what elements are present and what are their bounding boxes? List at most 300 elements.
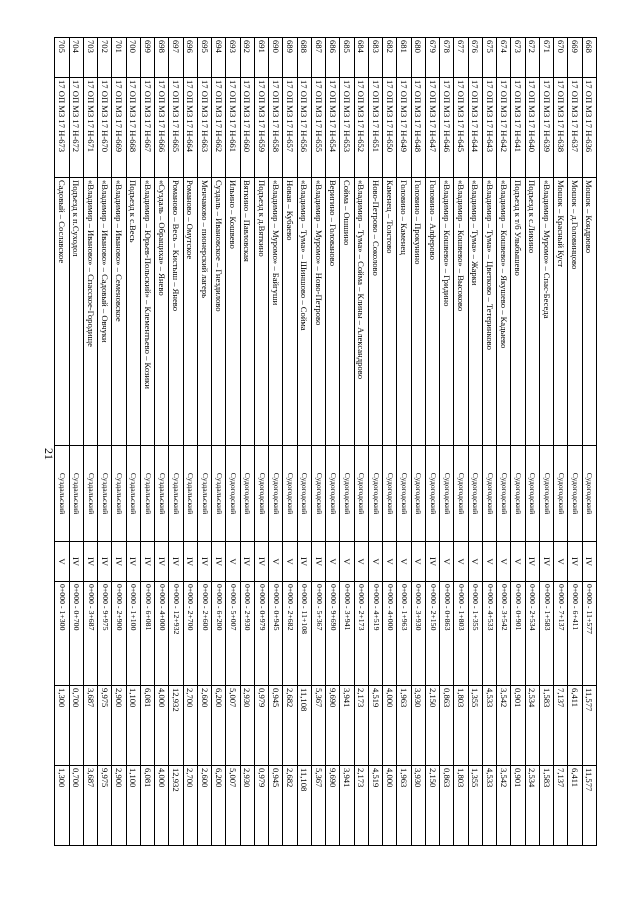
row-number: 684 bbox=[354, 38, 368, 78]
km-range: 0+000 - 9+690 bbox=[326, 582, 340, 686]
table-row bbox=[440, 38, 454, 846]
segment-length: 6,200 bbox=[212, 686, 226, 766]
table-row bbox=[554, 38, 568, 846]
km-range: 0+000 - 12+932 bbox=[169, 582, 183, 686]
total-length: 2,600 bbox=[198, 766, 212, 846]
road-name: Садовый – Сославское bbox=[55, 178, 69, 446]
road-name: «Владимир – Юрьев-Польский» – Клементьево – Козики bbox=[141, 178, 155, 446]
segment-length: 3,687 bbox=[84, 686, 98, 766]
road-category: V bbox=[326, 542, 340, 582]
total-length: 2,700 bbox=[183, 766, 197, 846]
row-number: 700 bbox=[126, 38, 140, 78]
table-row bbox=[126, 38, 140, 846]
table-row bbox=[255, 38, 269, 846]
district-name: Судогодский bbox=[468, 446, 482, 542]
segment-length: 3,941 bbox=[340, 686, 354, 766]
segment-length: 0,979 bbox=[255, 686, 269, 766]
row-number: 669 bbox=[568, 38, 582, 78]
total-length: 4,519 bbox=[369, 766, 383, 846]
road-name: Вяткино – Павловская bbox=[240, 178, 254, 446]
road-id-code: 17 ОП МЗ 17 Н-645 bbox=[454, 78, 468, 178]
km-range: 0+000 - 0+863 bbox=[440, 582, 454, 686]
table-row bbox=[582, 38, 596, 846]
road-name: «Владимир – Тума» – Сойма – Клины – Александрово bbox=[354, 178, 368, 446]
row-number: 678 bbox=[440, 38, 454, 78]
road-category: V bbox=[383, 542, 397, 582]
total-length: 2,150 bbox=[426, 766, 440, 846]
total-length: 0,979 bbox=[255, 766, 269, 846]
total-length: 2,930 bbox=[240, 766, 254, 846]
row-number: 685 bbox=[340, 38, 354, 78]
road-category: V bbox=[397, 542, 411, 582]
road-category: V bbox=[440, 542, 454, 582]
district-name: Суздальский bbox=[84, 446, 98, 542]
segment-length: 2,534 bbox=[525, 686, 539, 766]
km-range: 0+000 - 1+300 bbox=[55, 582, 69, 686]
km-range: 0+000 - 6+081 bbox=[141, 582, 155, 686]
table-body bbox=[55, 38, 597, 846]
road-id-code: 17 ОП МЗ 17 Н-664 bbox=[183, 78, 197, 178]
total-length: 4,000 bbox=[155, 766, 169, 846]
segment-length: 2,150 bbox=[426, 686, 440, 766]
district-name: Судогодский bbox=[454, 446, 468, 542]
table-row bbox=[454, 38, 468, 846]
district-name: Судогодский bbox=[582, 446, 596, 542]
table-row bbox=[312, 38, 326, 846]
road-registry-table bbox=[55, 37, 598, 846]
road-category: IV bbox=[98, 542, 112, 582]
table-row bbox=[155, 38, 169, 846]
row-number: 704 bbox=[69, 38, 83, 78]
segment-length: 2,682 bbox=[283, 686, 297, 766]
district-name: Суздальский bbox=[126, 446, 140, 542]
road-category: IV bbox=[141, 542, 155, 582]
km-range: 0+000 - 1+583 bbox=[540, 582, 554, 686]
segment-length: 1,963 bbox=[397, 686, 411, 766]
road-name: Головино – Каменец bbox=[397, 178, 411, 446]
table-row bbox=[141, 38, 155, 846]
segment-length: 2,700 bbox=[183, 686, 197, 766]
segment-length: 9,690 bbox=[326, 686, 340, 766]
road-id-code: 17 ОП МЗ 17 Н-644 bbox=[468, 78, 482, 178]
road-id-code: 17 ОП МЗ 17 Н-653 bbox=[340, 78, 354, 178]
total-length: 1,963 bbox=[397, 766, 411, 846]
road-id-code: 17 ОП МЗ 17 Н-657 bbox=[283, 78, 297, 178]
road-id-code: 17 ОП МЗ 17 Н-650 bbox=[383, 78, 397, 178]
road-category: IV bbox=[255, 542, 269, 582]
km-range: 0+000 - 0+979 bbox=[255, 582, 269, 686]
road-category: IV bbox=[582, 542, 596, 582]
km-range: 0+000 - 5+367 bbox=[312, 582, 326, 686]
km-range: 0+000 - 2+173 bbox=[354, 582, 368, 686]
table-row bbox=[283, 38, 297, 846]
road-name: «Владимир – Тума» – Шиншово – Сойма bbox=[297, 178, 311, 446]
road-id-code: 17 ОП МЗ 17 Н-651 bbox=[369, 78, 383, 178]
road-name: Романово – Омутское bbox=[183, 178, 197, 446]
road-id-code: 17 ОП МЗ 17 Н-642 bbox=[497, 78, 511, 178]
district-name: Судогодский bbox=[326, 446, 340, 542]
total-length: 2,900 bbox=[112, 766, 126, 846]
road-id-code: 17 ОП МЗ 17 Н-661 bbox=[226, 78, 240, 178]
road-name: Мошок – Кондрюво bbox=[582, 178, 596, 446]
district-name: Судогодский bbox=[297, 446, 311, 542]
segment-length: 3,542 bbox=[497, 686, 511, 766]
table-row bbox=[568, 38, 582, 846]
table-row bbox=[297, 38, 311, 846]
road-id-code: 17 ОП МЗ 17 Н-636 bbox=[582, 78, 596, 178]
segment-length: 4,000 bbox=[155, 686, 169, 766]
segment-length: 1,100 bbox=[126, 686, 140, 766]
road-name: Ильино – Кошвево bbox=[226, 178, 240, 446]
road-name: Менчаково – пионерский лагерь bbox=[198, 178, 212, 446]
road-id-code: 17 ОП МЗ 17 Н-672 bbox=[69, 78, 83, 178]
row-number: 676 bbox=[468, 38, 482, 78]
segment-length: 0,863 bbox=[440, 686, 454, 766]
road-name: Суздаль – Ивановское – Гнездилово bbox=[212, 178, 226, 446]
table-row bbox=[397, 38, 411, 846]
road-category: V bbox=[55, 542, 69, 582]
total-length: 4,000 bbox=[383, 766, 397, 846]
table-row bbox=[354, 38, 368, 846]
row-number: 694 bbox=[212, 38, 226, 78]
row-number: 690 bbox=[269, 38, 283, 78]
segment-length: 4,533 bbox=[483, 686, 497, 766]
total-length: 0,945 bbox=[269, 766, 283, 846]
district-name: Суздальский bbox=[169, 446, 183, 542]
district-name: Судогодский bbox=[440, 446, 454, 542]
road-category: V bbox=[283, 542, 297, 582]
segment-length: 2,173 bbox=[354, 686, 368, 766]
district-name: Судогодский bbox=[269, 446, 283, 542]
table-row bbox=[525, 38, 539, 846]
district-name: Судогодский bbox=[426, 446, 440, 542]
km-range: 0+000 - 2+900 bbox=[112, 582, 126, 686]
segment-length: 2,900 bbox=[112, 686, 126, 766]
road-name: Подъезд к с.Ликино bbox=[525, 178, 539, 446]
km-range: 0+000 - 2+930 bbox=[240, 582, 254, 686]
road-category: IV bbox=[169, 542, 183, 582]
district-name: Судогодский bbox=[354, 446, 368, 542]
district-name: Суздальский bbox=[55, 446, 69, 542]
table-row bbox=[411, 38, 425, 846]
segment-length: 11,577 bbox=[582, 686, 596, 766]
total-length: 2,682 bbox=[283, 766, 297, 846]
total-length: 4,533 bbox=[483, 766, 497, 846]
road-category: IV bbox=[155, 542, 169, 582]
table-row bbox=[269, 38, 283, 846]
road-category: IV bbox=[198, 542, 212, 582]
total-length: 3,941 bbox=[340, 766, 354, 846]
road-name: «Владимир – Муромо» – Ново-Петрово bbox=[312, 178, 326, 446]
road-id-code: 17 ОП МЗ 17 Н-662 bbox=[212, 78, 226, 178]
row-number: 675 bbox=[483, 38, 497, 78]
total-length: 9,690 bbox=[326, 766, 340, 846]
district-name: Судогодский bbox=[383, 446, 397, 542]
total-length: 1,355 bbox=[468, 766, 482, 846]
road-name: Веригино – Голованово bbox=[326, 178, 340, 446]
table-row bbox=[340, 38, 354, 846]
total-length: 2,534 bbox=[525, 766, 539, 846]
district-name: Судогодский bbox=[255, 446, 269, 542]
row-number: 683 bbox=[369, 38, 383, 78]
district-name: Суздальский bbox=[141, 446, 155, 542]
road-name: Головино – Алферово bbox=[426, 178, 440, 446]
row-number: 673 bbox=[511, 38, 525, 78]
total-length: 1,100 bbox=[126, 766, 140, 846]
road-category: V bbox=[497, 542, 511, 582]
row-number: 681 bbox=[397, 38, 411, 78]
table-row bbox=[540, 38, 554, 846]
row-number: 680 bbox=[411, 38, 425, 78]
road-id-code: 17 ОП МЗ 17 Н-667 bbox=[141, 78, 155, 178]
km-range: 0+000 - 2+534 bbox=[525, 582, 539, 686]
road-name: «Владимир – Кошвево» – Высоково bbox=[454, 178, 468, 446]
district-name: Судогодский bbox=[411, 446, 425, 542]
road-id-code: 17 ОП МЗ 17 Н-671 bbox=[84, 78, 98, 178]
total-length: 1,583 bbox=[540, 766, 554, 846]
total-length: 6,081 bbox=[141, 766, 155, 846]
district-name: Судогодский bbox=[497, 446, 511, 542]
road-id-code: 17 ОП МЗ 17 Н-660 bbox=[240, 78, 254, 178]
table-row bbox=[326, 38, 340, 846]
row-number: 674 bbox=[497, 38, 511, 78]
row-number: 696 bbox=[183, 38, 197, 78]
segment-length: 1,803 bbox=[454, 686, 468, 766]
segment-length: 0,945 bbox=[269, 686, 283, 766]
km-range: 0+000 - 3+542 bbox=[497, 582, 511, 686]
road-category: IV bbox=[183, 542, 197, 582]
table-row bbox=[426, 38, 440, 846]
road-category: IV bbox=[212, 542, 226, 582]
row-number: 691 bbox=[255, 38, 269, 78]
total-length: 7,137 bbox=[554, 766, 568, 846]
segment-length: 3,930 bbox=[411, 686, 425, 766]
total-length: 5,367 bbox=[312, 766, 326, 846]
row-number: 677 bbox=[454, 38, 468, 78]
total-length: 11,577 bbox=[582, 766, 596, 846]
road-id-code: 17 ОП МЗ 17 Н-637 bbox=[568, 78, 582, 178]
road-id-code: 17 ОП МЗ 17 Н-658 bbox=[269, 78, 283, 178]
row-number: 693 bbox=[226, 38, 240, 78]
road-name: Новая – Кубаево bbox=[283, 178, 297, 446]
table-row bbox=[98, 38, 112, 846]
road-id-code: 17 ОП МЗ 17 Н-673 bbox=[55, 78, 69, 178]
page-number: 21 bbox=[42, 448, 56, 460]
road-name: Подъезд к т/б Улыбышево bbox=[511, 178, 525, 446]
segment-length: 7,137 bbox=[554, 686, 568, 766]
row-number: 682 bbox=[383, 38, 397, 78]
table-row bbox=[112, 38, 126, 846]
rotated-table-area bbox=[57, 37, 597, 845]
district-name: Суздальский bbox=[212, 446, 226, 542]
total-length: 0,901 bbox=[511, 766, 525, 846]
district-name: Судогодский bbox=[226, 446, 240, 542]
district-name: Суздальский bbox=[69, 446, 83, 542]
km-range: 0+000 - 2+150 bbox=[426, 582, 440, 686]
road-category: V bbox=[454, 542, 468, 582]
km-range: 0+000 - 0+700 bbox=[69, 582, 83, 686]
road-category: IV bbox=[568, 542, 582, 582]
road-id-code: 17 ОП МЗ 17 Н-640 bbox=[525, 78, 539, 178]
total-length: 1,803 bbox=[454, 766, 468, 846]
road-category: V bbox=[354, 542, 368, 582]
road-name: «Владимир – Иваново» – Семеновское bbox=[112, 178, 126, 446]
row-number: 689 bbox=[283, 38, 297, 78]
table-row bbox=[497, 38, 511, 846]
km-range: 0+000 - 3+941 bbox=[340, 582, 354, 686]
road-name: Подъезд к п.Суходол bbox=[69, 178, 83, 446]
road-category: V bbox=[511, 542, 525, 582]
road-name: Сойма – Ошшино bbox=[340, 178, 354, 446]
road-name: «Владимир – Иваново» – Садовый – Овчуки bbox=[98, 178, 112, 446]
road-id-code: 17 ОП МЗ 17 Н-656 bbox=[297, 78, 311, 178]
road-id-code: 17 ОП МЗ 17 Н-666 bbox=[155, 78, 169, 178]
table-wrapper bbox=[57, 37, 597, 845]
total-length: 1,300 bbox=[55, 766, 69, 846]
row-number: 671 bbox=[540, 38, 554, 78]
road-id-code: 17 ОП МЗ 17 Н-668 bbox=[126, 78, 140, 178]
table-row bbox=[69, 38, 83, 846]
total-length: 3,542 bbox=[497, 766, 511, 846]
total-length: 3,687 bbox=[84, 766, 98, 846]
road-id-code: 17 ОП МЗ 17 Н-669 bbox=[112, 78, 126, 178]
road-name: «Владимир – Иваново» – Спасское-Городище bbox=[84, 178, 98, 446]
km-range: 0+000 - 6+411 bbox=[568, 582, 582, 686]
row-number: 701 bbox=[112, 38, 126, 78]
road-category: V bbox=[340, 542, 354, 582]
segment-length: 1,355 bbox=[468, 686, 482, 766]
km-range: 0+000 - 4+000 bbox=[383, 582, 397, 686]
table-row bbox=[169, 38, 183, 846]
segment-length: 4,519 bbox=[369, 686, 383, 766]
row-number: 687 bbox=[312, 38, 326, 78]
segment-length: 11,108 bbox=[297, 686, 311, 766]
road-name: Подъезд к с.Весь bbox=[126, 178, 140, 446]
road-name: Мошок – д.Головинцово bbox=[568, 178, 582, 446]
road-category: V bbox=[226, 542, 240, 582]
road-id-code: 17 ОП МЗ 17 Н-663 bbox=[198, 78, 212, 178]
district-name: Суздальский bbox=[198, 446, 212, 542]
km-range: 0+000 - 3+930 bbox=[411, 582, 425, 686]
table-row bbox=[212, 38, 226, 846]
road-name: Мошок – Красный Куст bbox=[554, 178, 568, 446]
road-category: IV bbox=[84, 542, 98, 582]
row-number: 699 bbox=[141, 38, 155, 78]
road-category: IV bbox=[312, 542, 326, 582]
road-id-code: 17 ОП МЗ 17 Н-646 bbox=[440, 78, 454, 178]
district-name: Судогодский bbox=[483, 446, 497, 542]
road-category: V bbox=[369, 542, 383, 582]
district-name: Судогодский bbox=[312, 446, 326, 542]
total-length: 0,700 bbox=[69, 766, 83, 846]
segment-length: 2,930 bbox=[240, 686, 254, 766]
row-number: 703 bbox=[84, 38, 98, 78]
total-length: 2,173 bbox=[354, 766, 368, 846]
km-range: 0+000 - 9+975 bbox=[98, 582, 112, 686]
road-category: V bbox=[468, 542, 482, 582]
road-name: «Суздаль – Обращиха» – Янево bbox=[155, 178, 169, 446]
total-length: 12,932 bbox=[169, 766, 183, 846]
road-category: IV bbox=[240, 542, 254, 582]
km-range: 0+000 - 3+687 bbox=[84, 582, 98, 686]
segment-length: 9,975 bbox=[98, 686, 112, 766]
segment-length: 1,583 bbox=[540, 686, 554, 766]
row-number: 697 bbox=[169, 38, 183, 78]
road-name: Каменец – Толстово bbox=[383, 178, 397, 446]
district-name: Суздальский bbox=[183, 446, 197, 542]
road-name: Головино – Прокунино bbox=[411, 178, 425, 446]
table-row bbox=[84, 38, 98, 846]
total-length: 11,108 bbox=[297, 766, 311, 846]
row-number: 686 bbox=[326, 38, 340, 78]
table-row bbox=[226, 38, 240, 846]
district-name: Суздальский bbox=[155, 446, 169, 542]
table-row bbox=[198, 38, 212, 846]
km-range: 0+000 - 1+355 bbox=[468, 582, 482, 686]
table-row bbox=[183, 38, 197, 846]
district-name: Судогодский bbox=[540, 446, 554, 542]
road-id-code: 17 ОП МЗ 17 Н-649 bbox=[397, 78, 411, 178]
km-range: 0+000 - 11+577 bbox=[582, 582, 596, 686]
road-name: «Владимир – Муромо» – Байгуши bbox=[269, 178, 283, 446]
km-range: 0+000 - 6+200 bbox=[212, 582, 226, 686]
segment-length: 5,367 bbox=[312, 686, 326, 766]
total-length: 6,200 bbox=[212, 766, 226, 846]
segment-length: 6,081 bbox=[141, 686, 155, 766]
segment-length: 0,901 bbox=[511, 686, 525, 766]
road-category: IV bbox=[426, 542, 440, 582]
row-number: 698 bbox=[155, 38, 169, 78]
table-row bbox=[468, 38, 482, 846]
road-name: Романово – Весь – Кистыш – Янево bbox=[169, 178, 183, 446]
row-number: 705 bbox=[55, 38, 69, 78]
road-category: IV bbox=[297, 542, 311, 582]
district-name: Суздальский bbox=[98, 446, 112, 542]
total-length: 0,863 bbox=[440, 766, 454, 846]
road-category: IV bbox=[126, 542, 140, 582]
district-name: Судогодский bbox=[240, 446, 254, 542]
total-length: 5,007 bbox=[226, 766, 240, 846]
district-name: Судогодский bbox=[525, 446, 539, 542]
district-name: Судогодский bbox=[340, 446, 354, 542]
road-id-code: 17 ОП МЗ 17 Н-654 bbox=[326, 78, 340, 178]
row-number: 668 bbox=[582, 38, 596, 78]
km-range: 0+000 - 1+803 bbox=[454, 582, 468, 686]
district-name: Судогодский bbox=[554, 446, 568, 542]
district-name: Суздальский bbox=[112, 446, 126, 542]
road-name: Ново-Петрово – Соколово bbox=[369, 178, 383, 446]
segment-length: 1,300 bbox=[55, 686, 69, 766]
road-id-code: 17 ОП МЗ 17 Н-648 bbox=[411, 78, 425, 178]
row-number: 670 bbox=[554, 38, 568, 78]
row-number: 688 bbox=[297, 38, 311, 78]
road-name: «Владимир – Тума» – Цветково – Тетеринково bbox=[483, 178, 497, 446]
road-id-code: 17 ОП МЗ 17 Н-659 bbox=[255, 78, 269, 178]
road-id-code: 17 ОП МЗ 17 Н-638 bbox=[554, 78, 568, 178]
road-name: «Владимир – Кошвево» – Гридино bbox=[440, 178, 454, 446]
segment-length: 5,007 bbox=[226, 686, 240, 766]
total-length: 9,975 bbox=[98, 766, 112, 846]
segment-length: 4,000 bbox=[383, 686, 397, 766]
table-row bbox=[240, 38, 254, 846]
km-range: 0+000 - 0+901 bbox=[511, 582, 525, 686]
road-category: IV bbox=[540, 542, 554, 582]
row-number: 692 bbox=[240, 38, 254, 78]
km-range: 0+000 - 2+600 bbox=[198, 582, 212, 686]
road-category: IV bbox=[112, 542, 126, 582]
road-category: IV bbox=[525, 542, 539, 582]
road-category: V bbox=[411, 542, 425, 582]
